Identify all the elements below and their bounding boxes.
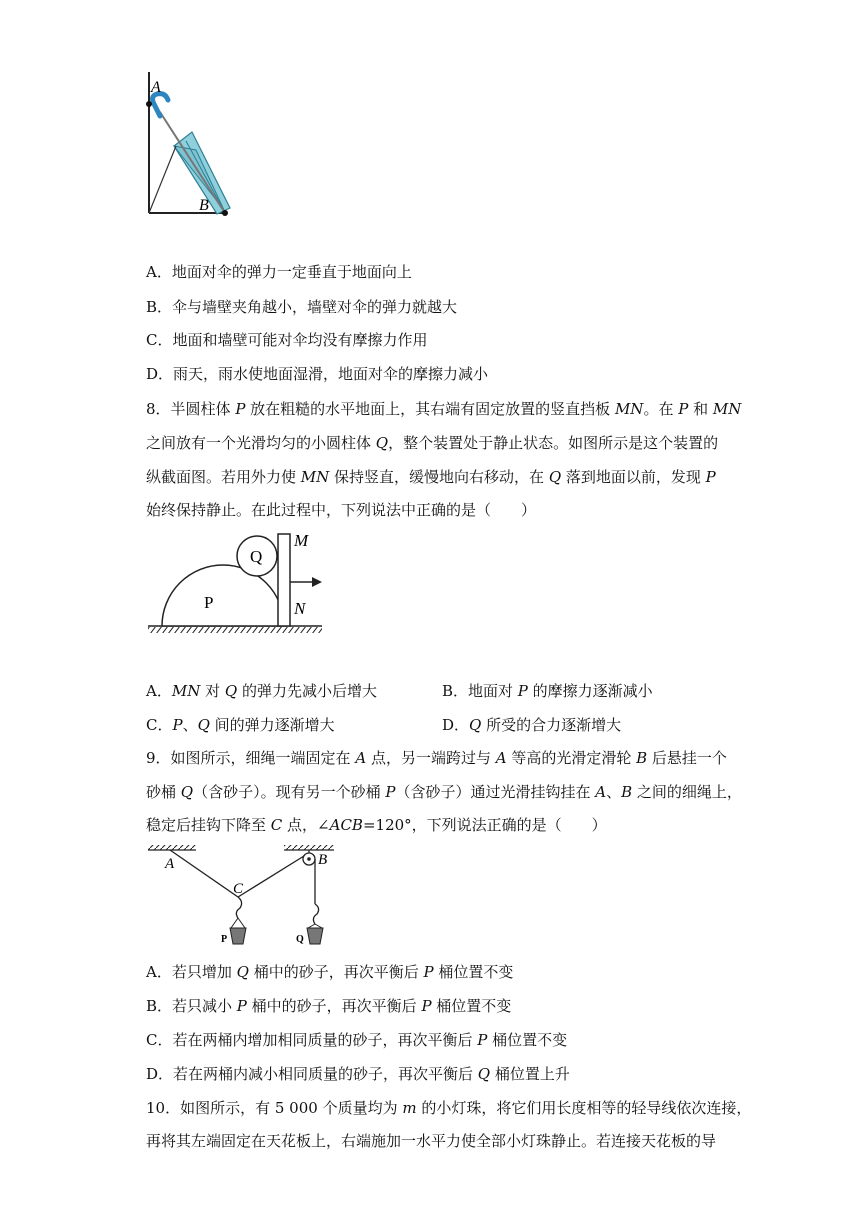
umbrella-label-a: A (151, 79, 161, 96)
q8-label-p: P (204, 593, 214, 612)
q7-option-d: D．雨天，雨水使地面湿滑，地面对伞的摩擦力减小 (146, 365, 489, 383)
q8-option-d: D．Q 所受的合力逐渐增大 (442, 716, 622, 734)
q10-stem-line1: 10．如图所示，有 5 000 个质量均为 m 的小灯珠，将它们用长度相等的轻导线依次连接， (146, 1099, 752, 1117)
q10-stem-line2: 再将其左端固定在天花板上，右端施加一水平力使全部小灯珠静止。若连接天花板的导 (146, 1132, 717, 1150)
q8-figure (0, 530, 860, 650)
q9-stem-line2: 砂桶 Q（含砂子）。现有另一个砂桶 P（含砂子）通过光滑挂钩挂在 A、B 之间的细绳上， (146, 783, 742, 801)
q9-label-c: C (233, 881, 244, 897)
q8-stem-line1: 8．半圆柱体 P 放在粗糙的水平地面上，其右端有固定放置的竖直挡板 MN。在 P 和 MN (146, 400, 742, 418)
q7-option-c: C．地面和墙壁可能对伞均没有摩擦力作用 (146, 331, 428, 349)
q7-option-a: A．地面对伞的弹力一定垂直于地面向上 (146, 263, 412, 281)
q8-option-a: A．MN 对 Q 的弹力先减小后增大 (146, 682, 377, 700)
q9-label-q: Q (296, 934, 304, 945)
q9-option-a: A．若只增加 Q 桶中的砂子，再次平衡后 P 桶位置不变 (146, 963, 514, 981)
q9-label-p: P (221, 934, 228, 945)
q8-label-n: N (294, 599, 306, 618)
umbrella-figure (0, 0, 860, 240)
q9-stem-line1: 9．如图所示，细绳一端固定在 A 点，另一端跨过与 A 等高的光滑定滑轮 B 后悬挂一个 (146, 749, 727, 767)
q8-option-b: B．地面对 P 的摩擦力逐渐减小 (442, 682, 653, 700)
q8-stem-line2: 之间放有一个光滑均匀的小圆柱体 Q，整个装置处于静止状态。如图所示是这个装置的 (146, 434, 719, 452)
q9-stem-line3: 稳定后挂钩下降至 C 点，∠ACB=120°，下列说法正确的是（ ） (146, 816, 607, 834)
q8-label-m: M (294, 531, 309, 550)
q9-option-b: B．若只减小 P 桶中的砂子，再次平衡后 P 桶位置不变 (146, 997, 512, 1015)
q8-stem-line3: 纵截面图。若用外力使 MN 保持竖直，缓慢地向右移动，在 Q 落到地面以前，发现 P (146, 468, 716, 486)
q8-stem-line4: 始终保持静止。在此过程中，下列说法中正确的是（ ） (146, 501, 537, 519)
q8-option-c: C．P、Q 间的弹力逐渐增大 (146, 716, 335, 734)
q8-label-q: Q (250, 547, 263, 566)
q9-label-b: B (318, 852, 328, 868)
q7-option-b: B．伞与墙壁夹角越小，墙壁对伞的弹力就越大 (146, 298, 458, 316)
umbrella-label-b: B (199, 197, 209, 214)
q9-figure (0, 842, 860, 952)
q9-option-c: C．若在两桶内增加相同质量的砂子，再次平衡后 P 桶位置不变 (146, 1031, 568, 1049)
q9-label-a: A (165, 856, 175, 872)
q9-option-d: D．若在两桶内减小相同质量的砂子，再次平衡后 Q 桶位置上升 (146, 1065, 570, 1083)
